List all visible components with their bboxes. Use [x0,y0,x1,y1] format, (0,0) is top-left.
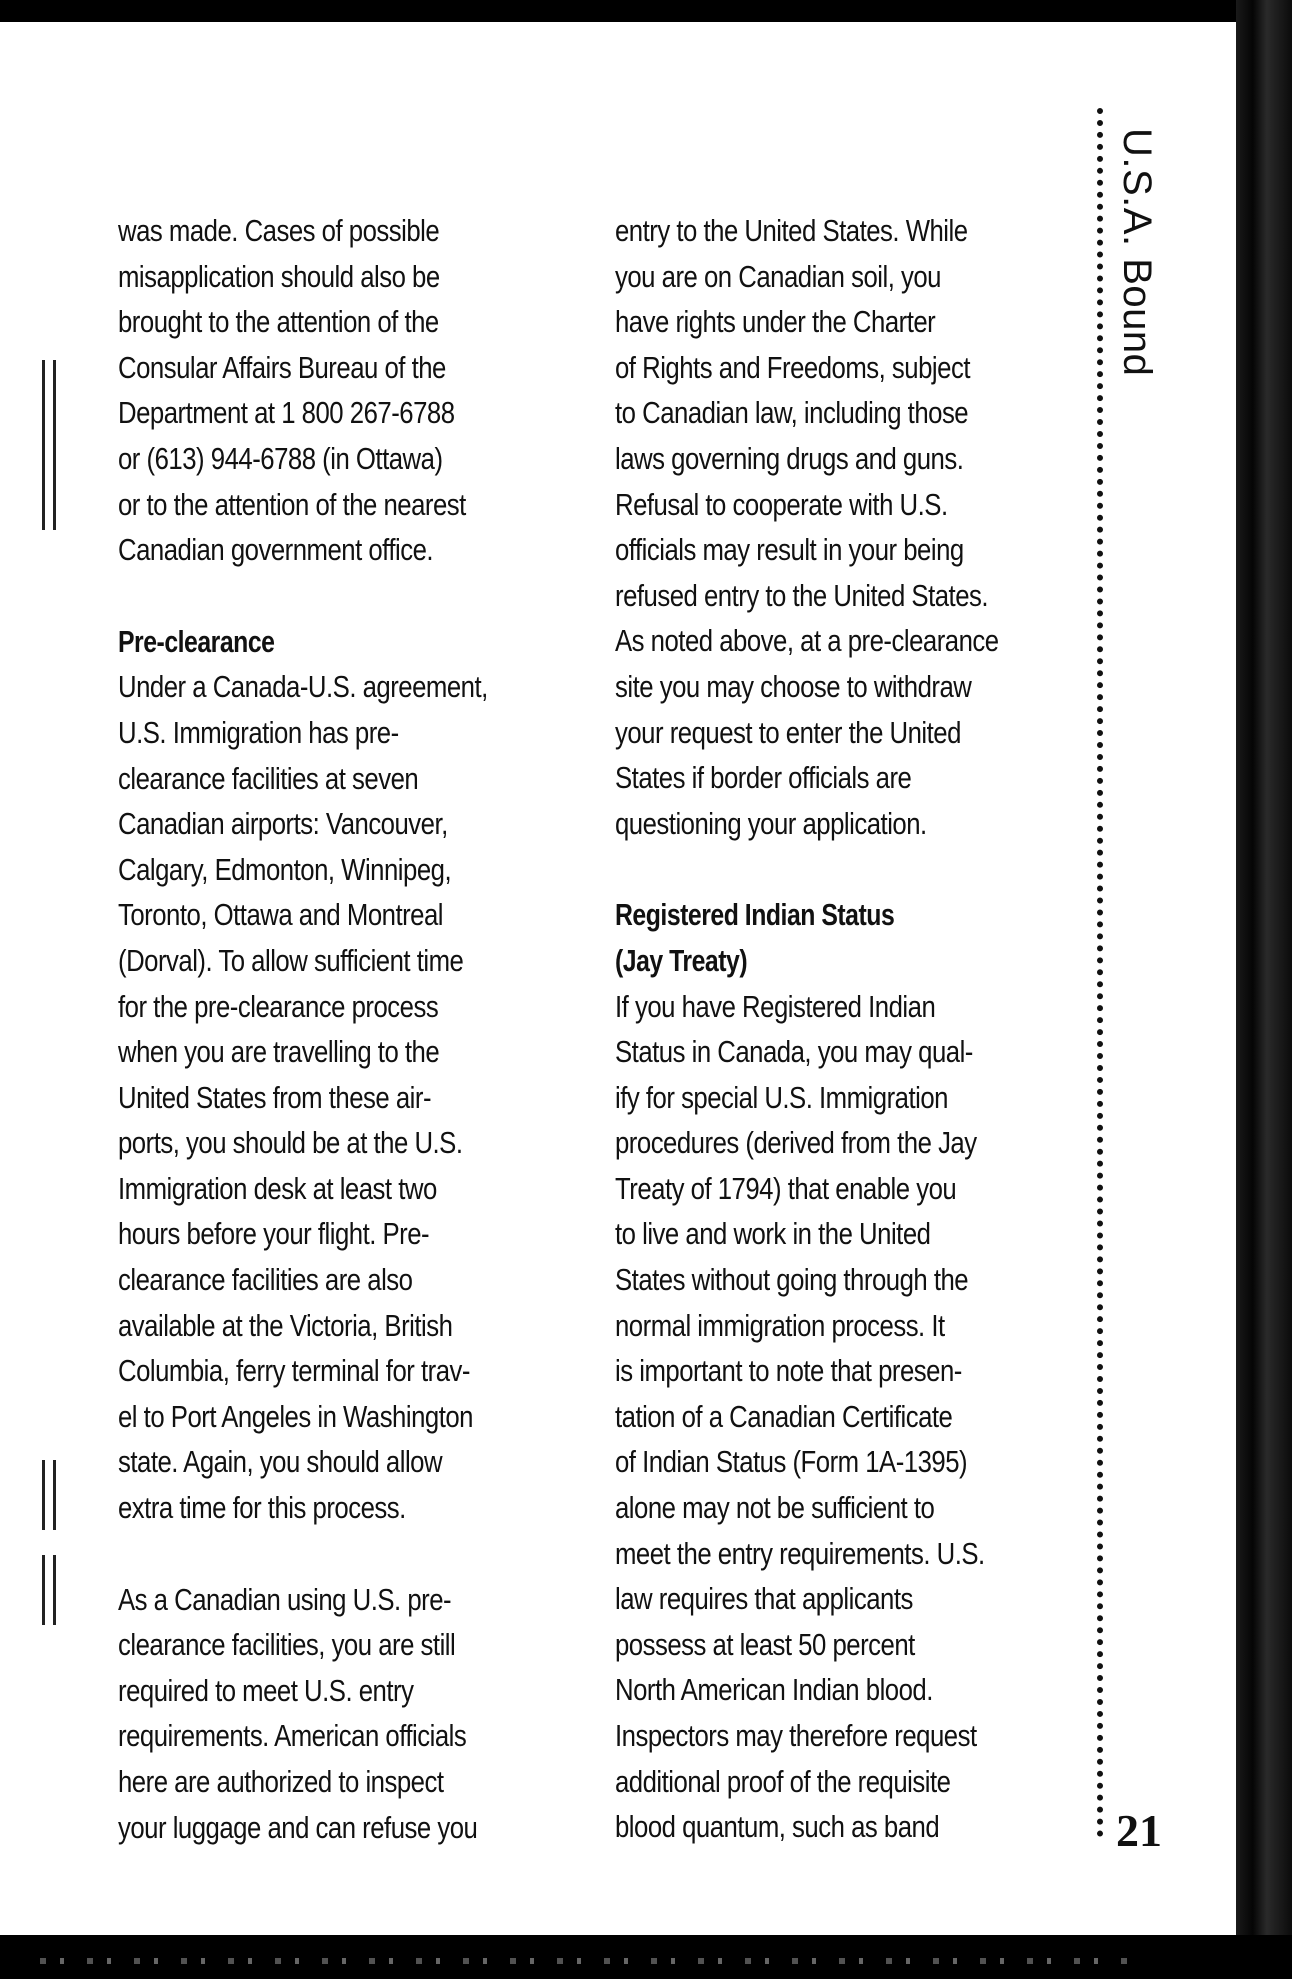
binding-mark [42,1555,56,1625]
binding-mark [42,360,56,530]
dotted-margin-rule [1097,108,1103,1838]
scan-edge-top [0,0,1292,22]
scan-edge-bottom [0,1935,1292,1979]
left-paragraph-2: Under a Canada-U.S. agreement, U.S. Immigration has pre- clearance facilities at seven Canadian airports: Vancouver, Calgary, Edmonton, Winnipeg, Toronto, Ottawa and Montreal (Dorval). To allow sufficient time for the pre-clearance process when you are travelling to the United States from these air- ports, you should be at the U.S. Immigration desk at least two hours before your flight. Pre- clearance facilities are also available at the Victoria, British Columbia, ferry terminal for trav- el to Port Angeles in Washington state. Again, you should allow extra time for this process. [118,669,488,1526]
registered-indian-status-heading: Registered Indian Status (Jay Treaty) [615,897,895,978]
left-paragraph-3: As a Canadian using U.S. pre- clearance facilities, you are still required to meet U.S. entry requirements. American officials here are authorized to inspect your luggage and can refuse you [118,1581,478,1845]
page-number: 21 [1116,1805,1162,1856]
right-paragraph-1: entry to the United States. While you are on Canadian soil, you have rights under the Charter of Rights and Freedoms, subject to Canadian law, including those laws governing drugs and guns. Refusal to cooperate with U.S. officials may result in your being refused entry to the United States. As noted above, at a pre-clearance site you may choose to withdraw your request to enter the United States if border officials are questioning your application. [615,213,999,841]
binding-mark [42,1460,56,1530]
running-title: U.S.A. Bound [1115,128,1159,377]
pre-clearance-heading: Pre-clearance [118,623,275,659]
left-paragraph-1: was made. Cases of possible misapplication should also be brought to the attention of the Consular Affairs Bureau of the Department at 1 800 267-6788 or (613) 944-6788 (in Ottawa) or to the attention of the nearest Canadian government office. [118,213,466,568]
scan-edge-right [1236,0,1292,1979]
right-column [615,208,1075,1850]
scan-noise [40,1958,1140,1964]
right-paragraph-2: If you have Registered Indian Status in Canada, you may qual- ify for special U.S. Immigration procedures (derived from the Jay Treaty of 1794) that enable you to live and work in the United States without going through the normal immigration process. It is important to note that presen- tation of a Canadian Certificate of Indian Status (Form 1A-1395) alone may not be sufficient to meet the entry requirements. U.S. law requires that applicants possess at least 50 percent North American Indian blood. Inspectors may therefore request additional proof of the requisite blood quantum, such as band [615,988,985,1845]
left-column [118,208,578,1850]
